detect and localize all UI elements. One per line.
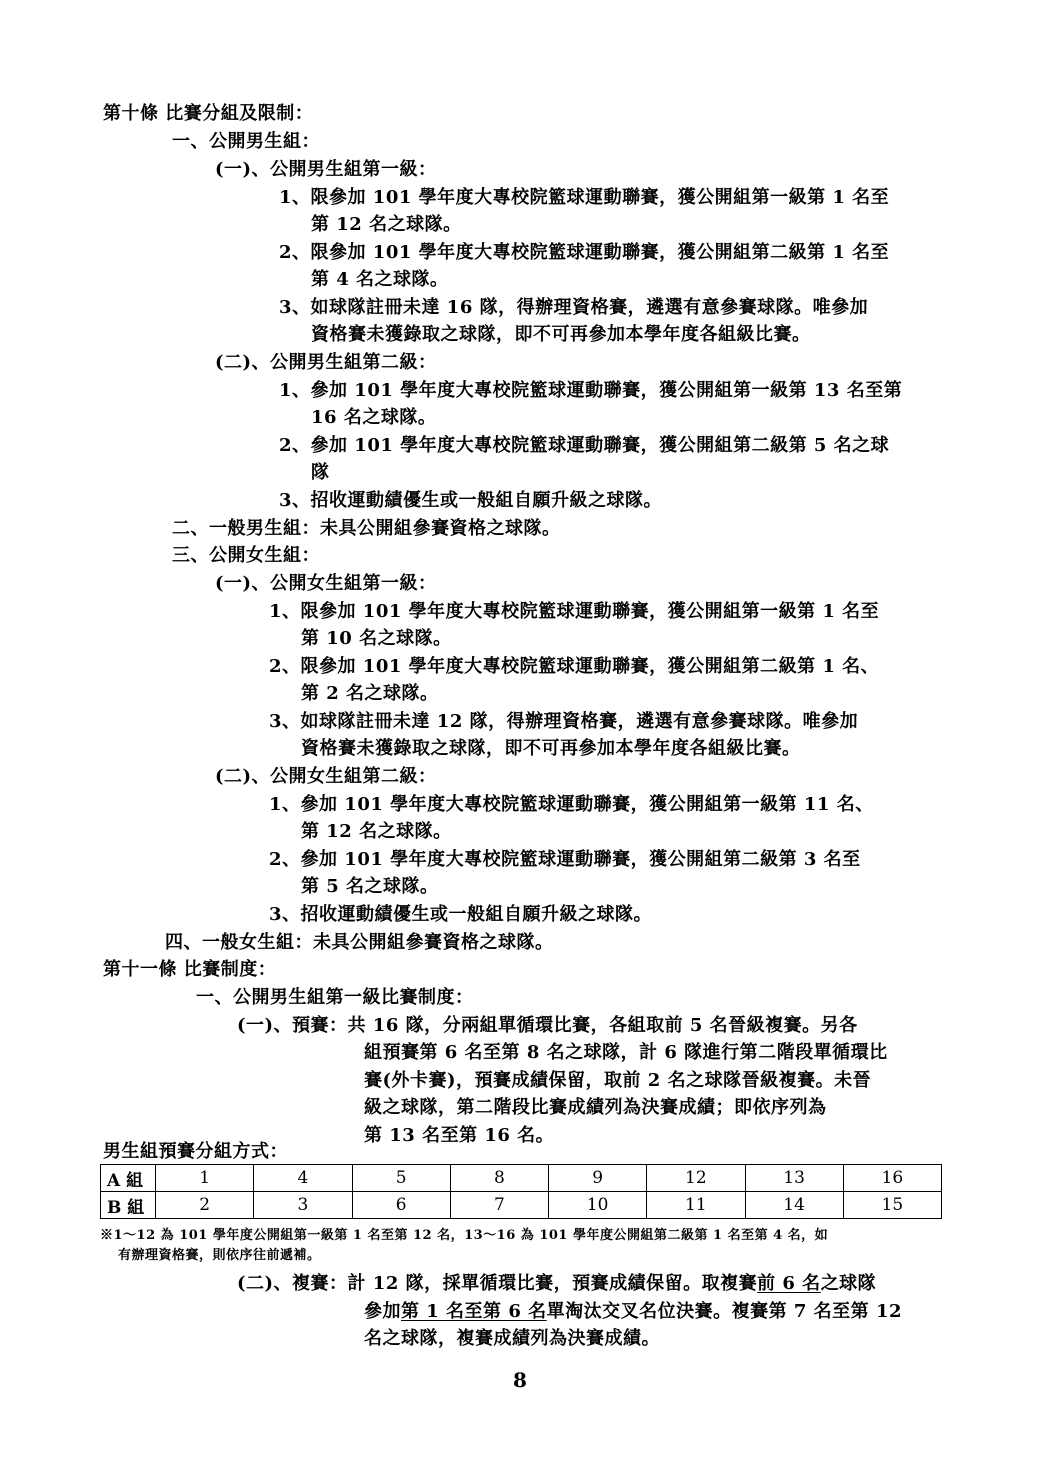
clause-line: 16 名之球隊。 [311, 407, 437, 428]
underlined-text: 第 1 名至第 6 名 [401, 1301, 547, 1322]
section-heading: 四、一般女生組：未具公開組參賽資格之球隊。 [165, 932, 554, 953]
clause-line: 2、參加 101 學年度大專校院籃球運動聯賽，獲公開組第二級第 5 名之球 [279, 435, 890, 456]
table-cell: 2 [156, 1192, 254, 1219]
clause-line: 名之球隊，複賽成績列為決賽成績。 [364, 1328, 660, 1349]
clause-line: 資格賽未獲錄取之球隊，即不可再參加本學年度各組級比賽。 [301, 738, 801, 759]
clause-line: 第 4 名之球隊。 [311, 269, 449, 290]
clause-line: 1、限參加 101 學年度大專校院籃球運動聯賽，獲公開組第一級第 1 名至 [279, 187, 890, 208]
table-footnote: ※1～12 為 101 學年度公開組第一級第 1 名至第 12 名，13～16 為 101 學年度公開組第二級第 1 名至第 4 名，如 [100, 1228, 829, 1243]
table-cell: 1 [156, 1165, 254, 1192]
table-cell: 7 [450, 1192, 548, 1219]
clause-line: 2、限參加 101 學年度大專校院籃球運動聯賽，獲公開組第二級第 1 名至 [279, 242, 890, 263]
table-cell: 3 [254, 1192, 352, 1219]
section-heading: 三、公開女生組： [172, 545, 320, 566]
clause-line: 組預賽第 6 名至第 8 名之球隊，計 6 隊進行第二階段單循環比 [364, 1042, 888, 1063]
clause-line: 3、如球隊註冊未達 12 隊，得辦理資格賽，遴選有意參賽球隊。唯參加 [269, 711, 859, 732]
table-row [101, 1192, 942, 1219]
table-cell: 15 [843, 1192, 941, 1219]
clause-line: 1、參加 101 學年度大專校院籃球運動聯賽，獲公開組第一級第 13 名至第 [279, 380, 903, 401]
table-cell: 6 [352, 1192, 450, 1219]
underlined-text: 前 6 名 [757, 1273, 821, 1294]
clause-line: 級之球隊，第二階段比賽成績列為決賽成績；即依序列為 [364, 1097, 827, 1118]
table-cell: 8 [450, 1165, 548, 1192]
page-number: 8 [513, 1368, 527, 1392]
table-cell: B 組 [101, 1192, 156, 1219]
clause-line: 賽(外卡賽)，預賽成績保留，取前 2 名之球隊晉級複賽。未晉 [364, 1070, 872, 1091]
clause-line: 第 12 名之球隊。 [311, 214, 462, 235]
clause-line: 第 5 名之球隊。 [301, 876, 439, 897]
clause-line: 第 13 名至第 16 名。 [364, 1125, 555, 1146]
clause-line [237, 1272, 876, 1296]
table-caption: 男生組預賽分組方式： [103, 1141, 288, 1162]
clause-line: 3、招收運動績優生或一般組自願升級之球隊。 [269, 904, 653, 925]
table-cell: 13 [745, 1165, 843, 1192]
table-cell: 4 [254, 1165, 352, 1192]
clause-line: 第 10 名之球隊。 [301, 628, 452, 649]
table-cell: 9 [549, 1165, 647, 1192]
clause-line: 3、招收運動績優生或一般組自願升級之球隊。 [279, 490, 663, 511]
group-table [100, 1164, 942, 1219]
clause-line: 1、參加 101 學年度大專校院籃球運動聯賽，獲公開組第一級第 11 名、 [269, 794, 874, 815]
table-footnote: 有辦理資格賽，則依序往前遞補。 [118, 1248, 321, 1263]
clause-text: (二)、複賽：計 12 隊，採單循環比賽，預賽成績保留。取複賽 [237, 1273, 758, 1294]
table-cell: 12 [647, 1165, 745, 1192]
section-heading: 一、公開男生組第一級比賽制度： [196, 987, 474, 1008]
table-row [101, 1165, 942, 1192]
subsection-heading: (一)、公開女生組第一級： [215, 573, 437, 594]
clause-text: 參加 [364, 1301, 401, 1322]
table-cell: A 組 [101, 1165, 156, 1192]
clause-line: 第 12 名之球隊。 [301, 821, 452, 842]
subsection-heading: (二)、公開男生組第二級： [215, 352, 437, 373]
section-heading: 二、一般男生組：未具公開組參賽資格之球隊。 [172, 518, 561, 539]
clause-line: 資格賽未獲錄取之球隊，即不可再參加本學年度各組級比賽。 [311, 324, 811, 345]
clause-line: 第 2 名之球隊。 [301, 683, 439, 704]
clause-text: 之球隊 [820, 1273, 877, 1294]
clause-line: 1、限參加 101 學年度大專校院籃球運動聯賽，獲公開組第一級第 1 名至 [269, 601, 880, 622]
table-cell: 5 [352, 1165, 450, 1192]
clause-text: 單淘汰交叉名位決賽。複賽第 7 名至第 12 [546, 1301, 902, 1322]
clause-line: (一)、預賽：共 16 隊，分兩組單循環比賽，各組取前 5 名晉級複賽。另各 [237, 1015, 858, 1036]
clause-line: 2、限參加 101 學年度大專校院籃球運動聯賽，獲公開組第二級第 1 名、 [269, 656, 880, 677]
table-cell: 16 [843, 1165, 941, 1192]
clause-line: 2、參加 101 學年度大專校院籃球運動聯賽，獲公開組第二級第 3 名至 [269, 849, 861, 870]
section-heading: 一、公開男生組： [172, 131, 320, 152]
clause-line: 3、如球隊註冊未達 16 隊，得辦理資格賽，遴選有意參賽球隊。唯參加 [279, 297, 869, 318]
table-cell: 10 [549, 1192, 647, 1219]
subsection-heading: (二)、公開女生組第二級： [215, 766, 437, 787]
subsection-heading: (一)、公開男生組第一級： [215, 159, 437, 180]
table-cell: 14 [745, 1192, 843, 1219]
table-cell: 11 [647, 1192, 745, 1219]
clause-line: 隊 [311, 462, 330, 483]
clause-line [364, 1300, 902, 1324]
article-10-title: 第十條 比賽分組及限制： [103, 103, 314, 124]
article-11-title: 第十一條 比賽制度： [103, 959, 277, 980]
